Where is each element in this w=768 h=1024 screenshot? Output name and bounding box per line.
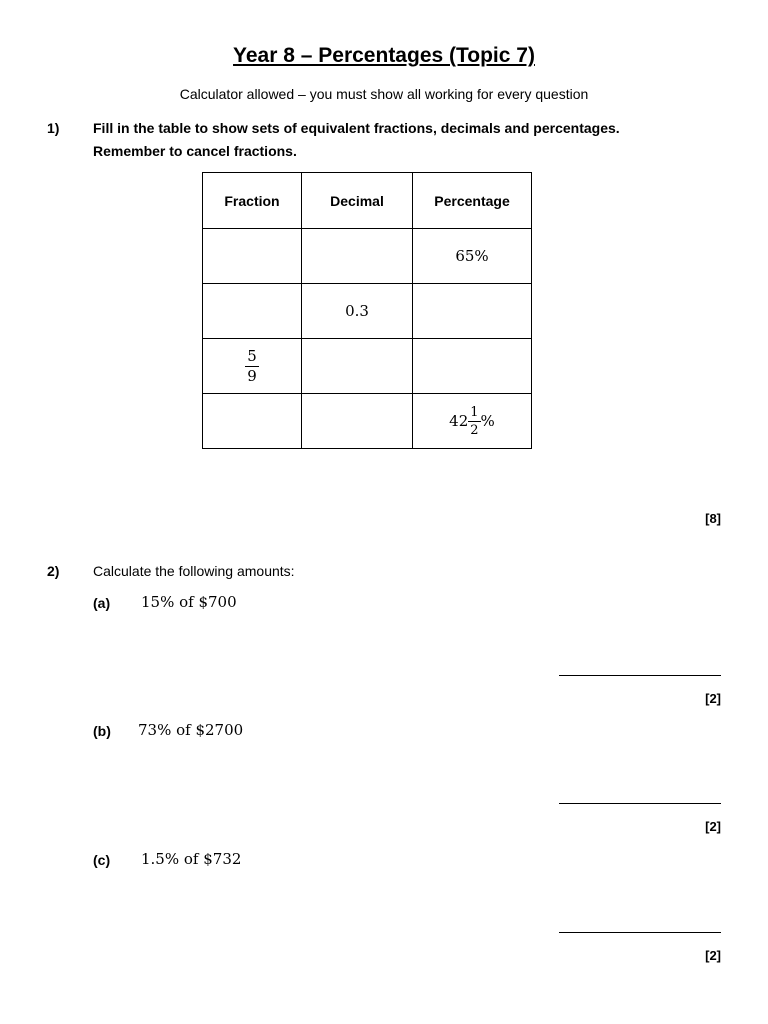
question-2-text: Calculate the following amounts: [93,563,295,579]
header-decimal: Decimal [302,173,413,229]
question-1-number: 1) [47,120,60,136]
mixed-whole: 42 [449,412,469,430]
question-1-line-1: Fill in the table to show sets of equivalent fractions, decimals and percentages. [93,120,620,136]
table-header-row [203,173,532,229]
row-4-decimal-cell[interactable] [302,394,413,449]
row-1-percentage-cell: 65% [413,229,532,284]
percent-sign: % [480,412,495,430]
part-c-answer-line[interactable] [559,932,721,933]
table-row [203,284,532,339]
row-2-decimal-cell: 0.3 [302,284,413,339]
row-2-percentage-cell[interactable] [413,284,532,339]
row-1-fraction-cell[interactable] [203,229,302,284]
row-3-percentage-cell[interactable] [413,339,532,394]
question-1-line-2: Remember to cancel fractions. [93,143,297,159]
mixed-numerator: 1 [470,404,479,420]
row-3-decimal-cell[interactable] [302,339,413,394]
fraction-five-ninths [245,346,259,385]
header-fraction: Fraction [203,173,302,229]
row-4-percentage-cell [413,394,532,449]
part-a-answer-line[interactable] [559,675,721,676]
mixed-number-percentage [449,406,495,437]
part-b-text: 73% of $2700 [138,721,244,739]
part-b-label: (b) [93,723,111,739]
fraction-numerator: 5 [247,346,257,365]
table-row [203,229,532,284]
question-1-marks: [8] [705,511,721,526]
part-b-marks: [2] [705,819,721,834]
table-row [203,394,532,449]
header-percentage: Percentage [413,173,532,229]
part-a-text: 15% of $700 [141,593,237,611]
row-4-fraction-cell[interactable] [203,394,302,449]
part-c-label: (c) [93,852,111,868]
part-a-marks: [2] [705,691,721,706]
row-2-fraction-cell[interactable] [203,284,302,339]
mixed-fraction [468,406,480,437]
question-1-text [93,117,620,163]
fraction-denominator: 9 [247,366,257,385]
row-3-fraction-cell [203,339,302,394]
mixed-denominator: 2 [470,422,479,438]
page-subtitle: Calculator allowed – you must show all working for every question [179,86,589,102]
part-c-marks: [2] [705,948,721,963]
question-2-number: 2) [47,563,60,579]
table-row [203,339,532,394]
equivalence-table [202,172,532,449]
page-title: Year 8 – Percentages (Topic 7) [233,44,535,67]
part-a-label: (a) [93,595,111,611]
row-1-decimal-cell[interactable] [302,229,413,284]
part-b-answer-line[interactable] [559,803,721,804]
part-c-text: 1.5% of $732 [141,850,242,868]
